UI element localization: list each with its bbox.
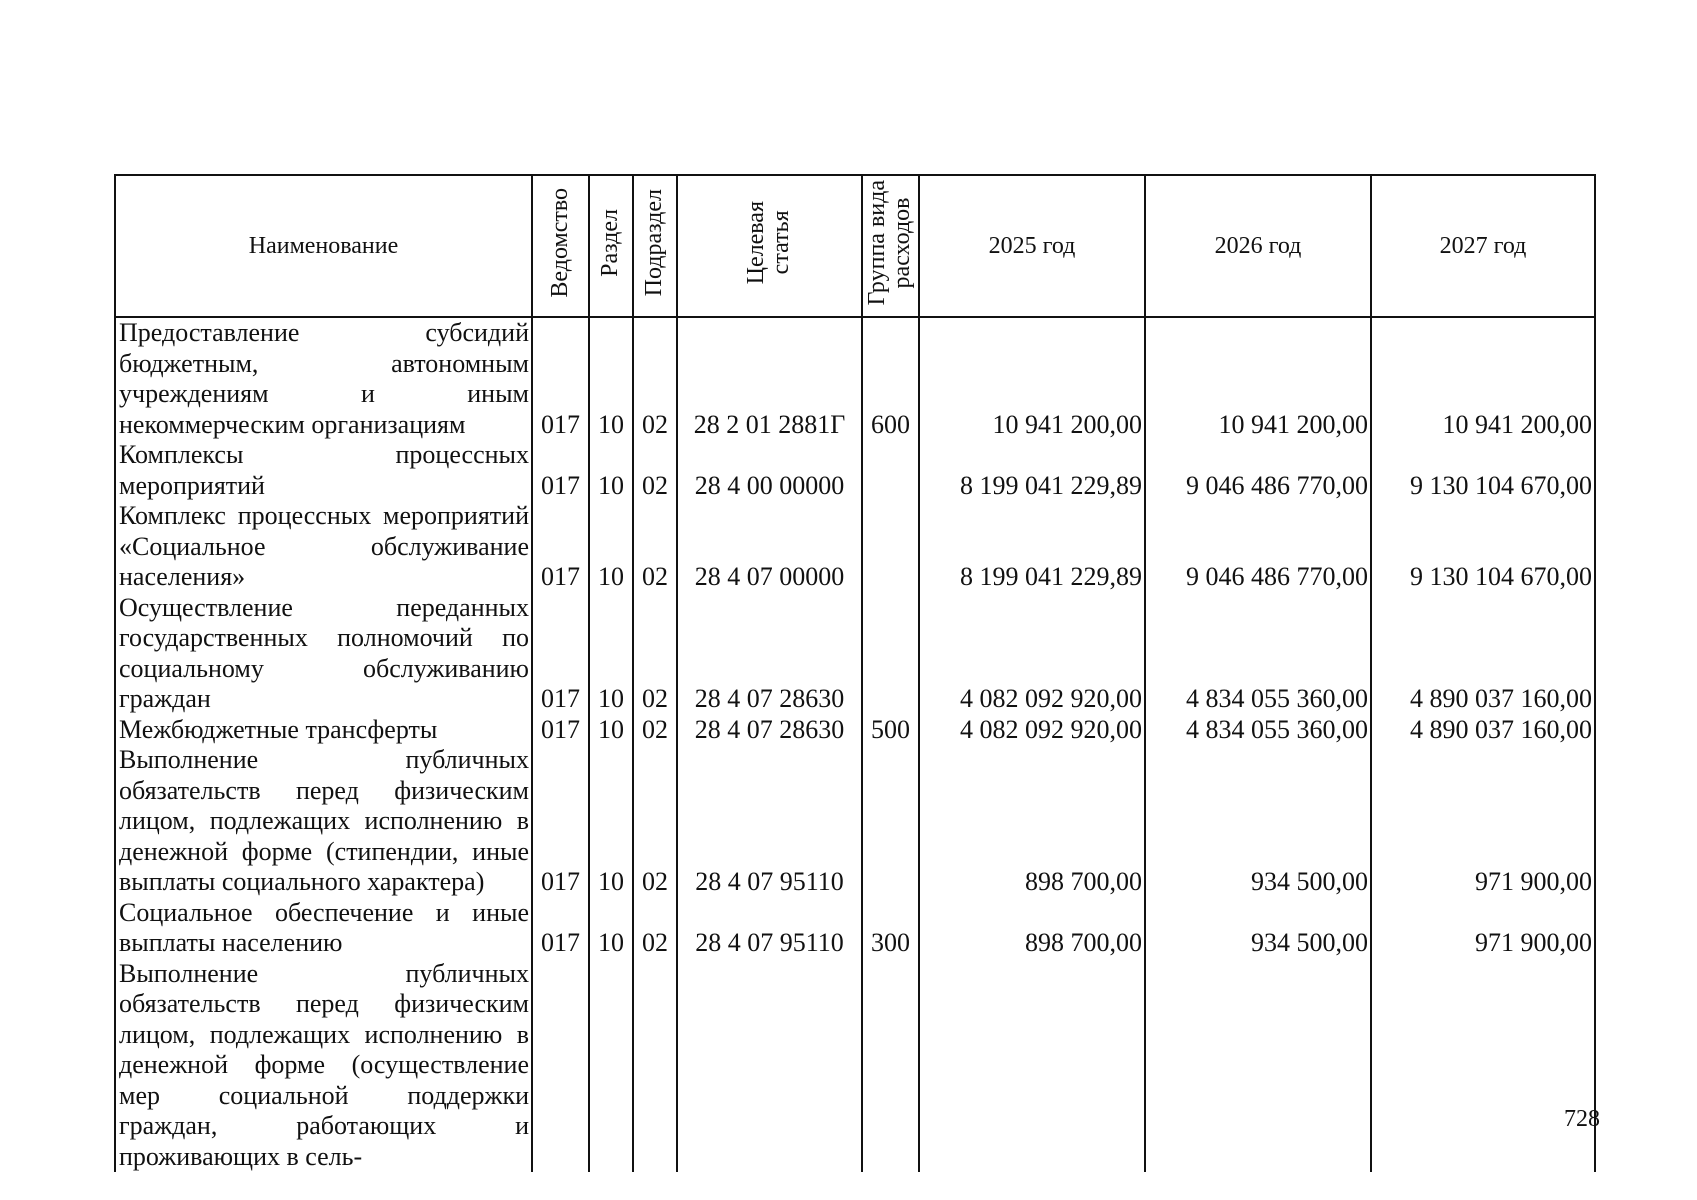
header-gruppa-line2: расходов (889, 197, 916, 288)
row-razdel: 10 (589, 501, 633, 593)
page-number: 728 (1564, 1106, 1600, 1132)
header-gruppa (865, 180, 915, 305)
header-celevaya-line1: Целевая (743, 200, 770, 285)
row-2025 (919, 959, 1145, 1173)
row-vedomstvo (532, 959, 589, 1173)
row-name: Осуществление переданных государственных полномочий по социальному обслуживанию граждан (115, 593, 532, 715)
row-2026: 10 941 200,00 (1145, 317, 1371, 440)
row-2027 (1371, 959, 1595, 1173)
header-vedomstvo: Ведомство (546, 187, 573, 298)
row-celevaya: 28 4 07 95110 (677, 898, 862, 959)
row-vedomstvo: 017 (532, 593, 589, 715)
row-celevaya: 28 4 07 28630 (677, 715, 862, 746)
table-row (115, 440, 1595, 501)
row-podrazdel: 02 (633, 593, 677, 715)
header-gruppa-cell (862, 175, 919, 317)
budget-table (114, 174, 1596, 1172)
row-2027: 10 941 200,00 (1371, 317, 1595, 440)
row-name: Выполнение публичных обязательств перед физическим лицом, подлежащих исполнению в денежной форме (осуществление мер социальной поддержки граждан, работающих и проживающих в сель- (115, 959, 532, 1173)
row-celevaya: 28 4 00 00000 (677, 440, 862, 501)
row-gruppa (862, 959, 919, 1173)
row-vedomstvo: 017 (532, 745, 589, 898)
row-razdel (589, 959, 633, 1173)
row-celevaya: 28 2 01 2881Г (677, 317, 862, 440)
header-2026: 2026 год (1145, 175, 1371, 317)
header-razdel: Раздел (597, 208, 624, 277)
row-2025: 8 199 041 229,89 (919, 440, 1145, 501)
header-gruppa-line1: Группа вида (864, 179, 891, 306)
row-podrazdel: 02 (633, 440, 677, 501)
row-2026: 934 500,00 (1145, 898, 1371, 959)
row-vedomstvo: 017 (532, 317, 589, 440)
table-row (115, 593, 1595, 715)
table-header-row (115, 175, 1595, 317)
row-2027: 4 890 037 160,00 (1371, 593, 1595, 715)
row-vedomstvo: 017 (532, 898, 589, 959)
row-podrazdel: 02 (633, 715, 677, 746)
header-name: Наименование (115, 175, 532, 317)
header-vedomstvo-cell (532, 175, 589, 317)
row-name: Межбюджетные трансферты (115, 715, 532, 746)
row-celevaya: 28 4 07 00000 (677, 501, 862, 593)
row-gruppa (862, 501, 919, 593)
row-vedomstvo: 017 (532, 501, 589, 593)
row-2025: 8 199 041 229,89 (919, 501, 1145, 593)
row-2025: 10 941 200,00 (919, 317, 1145, 440)
row-name: Выполнение публичных обязательств перед физическим лицом, подлежащих исполнению в денежной форме (стипендии, иные выплаты социального характера) (115, 745, 532, 898)
row-2026: 934 500,00 (1145, 745, 1371, 898)
row-2027: 971 900,00 (1371, 898, 1595, 959)
table-row (115, 715, 1595, 746)
header-podrazdel: Подраздел (641, 188, 668, 297)
row-2025: 4 082 092 920,00 (919, 715, 1145, 746)
row-podrazdel: 02 (633, 501, 677, 593)
row-2025: 898 700,00 (919, 745, 1145, 898)
row-podrazdel: 02 (633, 745, 677, 898)
header-2025: 2025 год (919, 175, 1145, 317)
row-vedomstvo: 017 (532, 715, 589, 746)
row-2025: 4 082 092 920,00 (919, 593, 1145, 715)
row-gruppa (862, 745, 919, 898)
row-gruppa: 500 (862, 715, 919, 746)
row-vedomstvo: 017 (532, 440, 589, 501)
header-podrazdel-cell (633, 175, 677, 317)
table-row (115, 959, 1595, 1173)
row-gruppa (862, 440, 919, 501)
row-name: Социальное обеспечение и иные выплаты населению (115, 898, 532, 959)
table-row (115, 745, 1595, 898)
row-razdel: 10 (589, 898, 633, 959)
row-razdel: 10 (589, 440, 633, 501)
row-razdel: 10 (589, 745, 633, 898)
row-2027: 4 890 037 160,00 (1371, 715, 1595, 746)
header-razdel-cell (589, 175, 633, 317)
header-celevaya-cell (677, 175, 862, 317)
row-celevaya: 28 4 07 95110 (677, 745, 862, 898)
row-name: Предоставление субсидий бюджетным, автономным учреждениям и иным некоммерческим организациям (115, 317, 532, 440)
table-row (115, 898, 1595, 959)
row-2026: 9 046 486 770,00 (1145, 440, 1371, 501)
row-celevaya: 28 4 07 28630 (677, 593, 862, 715)
row-gruppa: 600 (862, 317, 919, 440)
row-razdel: 10 (589, 317, 633, 440)
row-gruppa (862, 593, 919, 715)
row-razdel: 10 (589, 715, 633, 746)
row-2027: 9 130 104 670,00 (1371, 501, 1595, 593)
row-2026: 9 046 486 770,00 (1145, 501, 1371, 593)
header-celevaya (744, 201, 794, 284)
row-2026: 4 834 055 360,00 (1145, 593, 1371, 715)
row-gruppa: 300 (862, 898, 919, 959)
row-2026: 4 834 055 360,00 (1145, 715, 1371, 746)
row-name: Комплексы процессных мероприятий (115, 440, 532, 501)
row-podrazdel: 02 (633, 898, 677, 959)
table-row (115, 501, 1595, 593)
header-celevaya-line2: статья (768, 210, 795, 275)
row-razdel: 10 (589, 593, 633, 715)
header-2027: 2027 год (1371, 175, 1595, 317)
row-podrazdel: 02 (633, 317, 677, 440)
row-podrazdel (633, 959, 677, 1173)
row-name: Комплекс процессных мероприятий «Социальное обслуживание населения» (115, 501, 532, 593)
row-2027: 971 900,00 (1371, 745, 1595, 898)
row-2027: 9 130 104 670,00 (1371, 440, 1595, 501)
row-celevaya (677, 959, 862, 1173)
table-row (115, 317, 1595, 440)
row-2026 (1145, 959, 1371, 1173)
row-2025: 898 700,00 (919, 898, 1145, 959)
